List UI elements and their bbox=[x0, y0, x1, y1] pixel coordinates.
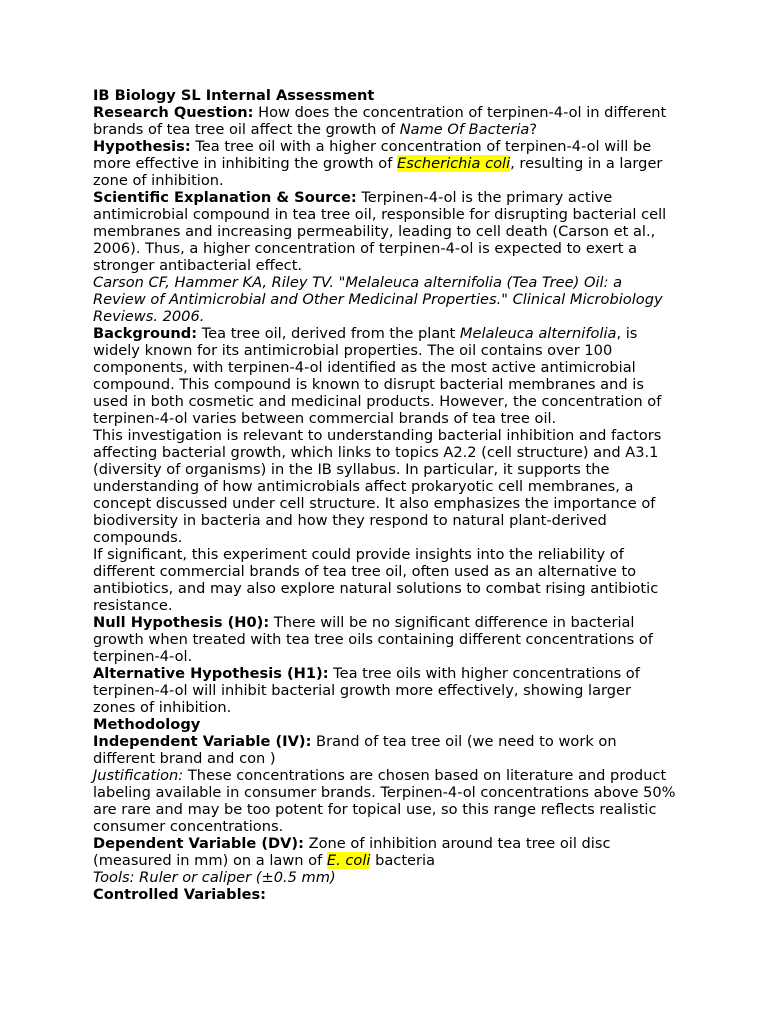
methodology-heading: Methodology bbox=[93, 716, 201, 733]
controlled-variables-heading: Controlled Variables: bbox=[93, 886, 267, 903]
rq-label: Research Question: bbox=[93, 104, 254, 121]
dv-label: Dependent Variable (DV): bbox=[93, 835, 304, 852]
null-hypothesis: Null Hypothesis (H0): There will be no significant difference in bacterial growth when treated with tea tree oils containing different concentrations of terpinen-4-ol. bbox=[93, 614, 653, 665]
highlighted-ecoli: E. coli bbox=[326, 852, 371, 869]
h0-label: Null Hypothesis (H0): bbox=[93, 614, 270, 631]
background-label: Background: bbox=[93, 325, 198, 342]
justification-label: Justification: bbox=[93, 767, 184, 784]
tools: Tools: Ruler or caliper (±0.5 mm) bbox=[93, 869, 336, 886]
relevance-paragraph: This investigation is relevant to understanding bacterial inhibition and factors affecting bacterial growth, which links to topics A2.2 (cell structure) and A3.1 (diversity of organisms) in the IB syllabus. In particular, it supports the understanding of how antimicrobials affect prokaryotic cell membranes, a concept discussed under cell structure. It also emphasizes the importance of biodiversity in bacteria and how they respond to natural plant-derived compounds. bbox=[93, 427, 662, 546]
hypothesis: Hypothesis: Tea tree oil with a higher concentration of terpinen-4-ol will be more effective in inhibiting the growth of Escherichia coli, resulting in a larger zone of inhibition. bbox=[93, 138, 663, 189]
doc-title: IB Biology SL Internal Assessment bbox=[93, 87, 375, 104]
dependent-variable: Dependent Variable (DV): Zone of inhibition around tea tree oil disc (measured in mm) on a lawn of E. coli bacteria bbox=[93, 835, 611, 869]
justification: Justification: These concentrations are chosen based on literature and product labeling available in consumer brands. Terpinen-4-ol concentrations above 50% are rare and may be too potent for topical use, so this range reflects realistic consumer concentrations. bbox=[93, 767, 676, 835]
hypothesis-label: Hypothesis: bbox=[93, 138, 191, 155]
highlighted-bacteria: Escherichia coli bbox=[397, 155, 511, 172]
citation: Carson CF, Hammer KA, Riley TV. "Melaleuca alternifolia (Tea Tree) Oil: a Review of Antimicrobial and Other Medicinal Properties." Clinical Microbiology Reviews. 2006. bbox=[93, 274, 663, 325]
alternative-hypothesis: Alternative Hypothesis (H1): Tea tree oils with higher concentrations of terpinen-4-ol will inhibit bacterial growth more effectively, showing larger zones of inhibition. bbox=[93, 665, 640, 716]
significance-paragraph: If significant, this experiment could provide insights into the reliability of different commercial brands of tea tree oil, often used as an alternative to antibiotics, and may also explore natural solutions to combat rising antibiotic resistance. bbox=[93, 546, 659, 614]
research-question: Research Question: How does the concentration of terpinen-4-ol in different brands of tea tree oil affect the growth of Name Of Bacteria? bbox=[93, 104, 667, 138]
sci-label: Scientific Explanation & Source: bbox=[93, 189, 357, 206]
scientific-explanation: Scientific Explanation & Source: Terpinen-4-ol is the primary active antimicrobial compound in tea tree oil, responsible for disrupting bacterial cell membranes and increasing permeability, leading to cell death (Carson et al., 2006). Thus, a higher concentration of terpinen-4-ol is expected to exert a stronger antibacterial effect. bbox=[93, 189, 667, 274]
iv-label: Independent Variable (IV): bbox=[93, 733, 312, 750]
h1-label: Alternative Hypothesis (H1): bbox=[93, 665, 329, 682]
independent-variable: Independent Variable (IV): Brand of tea tree oil (we need to work on different brand and con ) bbox=[93, 733, 617, 767]
background: Background: Tea tree oil, derived from the plant Melaleuca alternifolia, is widely known for its antimicrobial properties. The oil contains over 100 components, with terpinen-4-ol identified as the most active antimicrobial compound. This compound is known to disrupt bacterial membranes and is used in both cosmetic and medicinal products. However, the concentration of terpinen-4-ol varies between commercial brands of tea tree oil. bbox=[93, 325, 662, 427]
